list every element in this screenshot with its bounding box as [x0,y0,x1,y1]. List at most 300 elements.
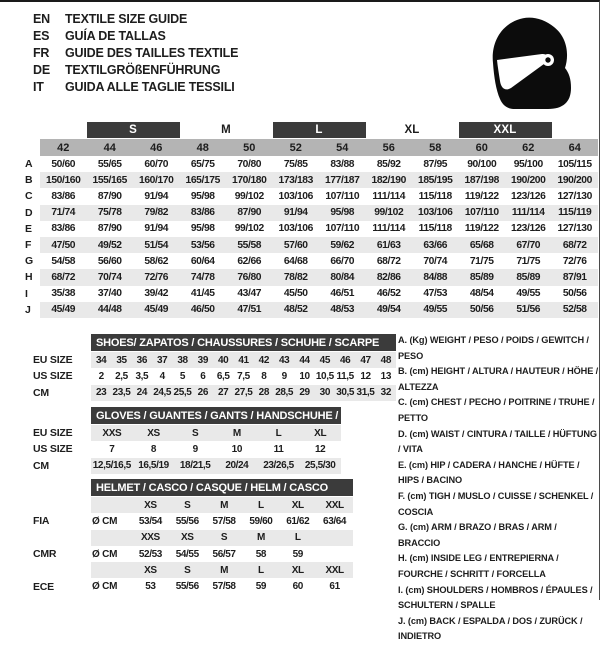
title-line [33,44,238,61]
legend-item: H. (cm) INSIDE LEG / ENTREPIERNA / FOURCHE / SCHRITT / FORCELLA [398,553,559,579]
helmet-unit-label: Ø CM [92,515,118,527]
measurement-row [22,269,598,285]
measurement-cell: 74/78 [190,271,215,283]
label-spacer [33,562,91,578]
measurement-cell: 70/74 [423,255,448,267]
size-column-header: 58 [429,141,442,154]
row-letter: I [25,287,28,300]
helmet-size-label [316,530,353,546]
helmet-size-value: 61 [329,581,340,593]
legend-item: D. (cm) WAIST / CINTURA / TAILLE / HÜFTUNG / VITA [398,428,597,455]
helmet-size-label: L [294,532,301,544]
helmet-standard-section [33,562,353,595]
measurement-cell: 61/63 [376,239,401,251]
shoes-size-cell: 13 [380,370,391,382]
helmet-size-label: M [220,564,229,576]
unit-spacer [91,562,132,578]
helmet-sizes-band [91,497,353,513]
measurement-row [22,286,598,302]
measurement-cell: 87/90 [97,190,122,202]
legend-item: F. (cm) TIGH / MUSLO / CUISSE / SCHENKEL / COSCIA [398,490,594,517]
helmet-size-label: XS [180,532,194,544]
shoes-size-cell: 30 [319,387,330,399]
title-line [33,10,238,27]
measurement-cell: 39/42 [144,288,169,300]
gloves-size-cell: 18/21,5 [179,460,211,472]
helmet-values-row [33,546,353,562]
gloves-row-values [91,458,341,474]
row-letter: H [25,271,33,284]
measurement-cell: 47/50 [51,239,76,251]
title-languages [33,10,238,95]
legend-item: G. (cm) ARM / BRAZO / BRAS / ARM / BRACCIO [398,522,557,548]
helmet-size-value: 58 [255,548,267,560]
gloves-size-cell: 10 [231,443,242,455]
measurement-cell: 56/60 [97,255,122,267]
shoes-row-label: US SIZE [33,370,73,383]
legend-item: E. (cm) HIP / CADERA / HANCHE / HÜFTE / HIPS / BACINO [398,459,580,486]
measurement-cell: 53/56 [190,239,215,251]
measurement-cell: 46/52 [376,288,401,300]
shoes-rows [33,352,396,401]
measurement-cell: 49/55 [516,288,541,300]
measurement-cell: 70/74 [97,271,122,283]
row-letter: J [25,303,31,316]
size-band-row [22,122,598,138]
measurement-cell: 87/90 [237,207,262,219]
shoes-size-cell: 9 [281,370,287,382]
label-spacer [33,407,91,424]
measurement-cell: 119/122 [464,223,499,235]
measurement-cell: 95/98 [190,190,215,202]
helmet-size-value: 60 [292,581,303,593]
measurement-cell: 54/58 [51,255,76,267]
legend-item: J. (cm) BACK / ESPALDA / DOS / ZURÜCK / INDIETRO [398,615,583,642]
size-column-header: 56 [382,141,395,154]
measurement-cell: 190/200 [557,174,592,186]
helmet-size-value: 59/60 [249,515,273,527]
measurement-cell: 83/86 [51,223,76,235]
measurement-row [22,302,598,318]
row-letter: C [25,190,33,203]
measurement-cell: 103/106 [278,190,313,202]
measurement-row [22,205,598,221]
measurement-cell: 45/49 [144,304,169,316]
measurement-cell: 103/106 [278,223,313,235]
measurement-cell: 46/50 [190,304,215,316]
measurement-cell: 182/190 [371,174,406,186]
measurement-cell: 55/65 [97,158,122,170]
gloves-size-cell: 11 [273,443,284,455]
measurement-cell: 52/58 [562,304,587,316]
row-values [40,205,598,221]
measurement-cell: 85/89 [516,271,541,283]
measurement-cell: 49/52 [97,239,122,251]
measurement-cell: 99/102 [374,207,404,219]
measurement-cell: 43/47 [237,288,262,300]
shoes-size-cell: 40 [218,354,229,366]
shoes-size-cell: 41 [238,354,249,366]
measurement-cell: 50/56 [469,304,494,316]
measurement-cell: 119/122 [464,190,499,202]
helmet-standard-label: CMR [33,548,57,561]
measurement-cell: 44/48 [97,304,122,316]
helmet-size-values [132,578,353,594]
measurement-cell: 71/75 [469,255,494,267]
shoes-size-cell: 23 [96,387,107,399]
measurement-cell: 76/80 [237,271,262,283]
helmet-size-label: XL [291,499,304,511]
measurement-rows [22,156,598,318]
measurement-cell: 80/84 [330,271,355,283]
shoes-table-title: SHOES/ ZAPATOS / CHAUSSURES / SCHUHE / SCARPE [91,334,396,351]
legend-item: I. (cm) SHOULDERS / HOMBROS / ÉPAULES / SCHULTERN / SPALLE [398,584,593,611]
helmet-size-value: 59 [255,581,267,593]
helmet-size-value: 55/56 [175,581,199,593]
row-values [40,221,598,237]
helmet-standard-section [33,530,353,563]
shoes-size-cell: 26 [197,387,208,399]
row-values [40,286,598,302]
measurement-cell: 79/82 [144,207,169,219]
helmet-size-table [33,479,353,595]
helmet-values-row [33,578,353,594]
shoes-header-row [33,334,396,351]
helmet-values-band [91,578,353,594]
measurement-cell: 48/53 [330,304,355,316]
row-values [40,188,598,204]
gloves-row-values [91,425,341,441]
measurement-cell: 99/102 [234,223,264,235]
measurement-legend [398,333,600,645]
textile-size-table [22,122,598,318]
measurement-cell: 107/110 [325,223,360,235]
shoes-size-cell: 37 [157,354,168,366]
helmet-size-value: 63/64 [323,515,347,527]
measurement-cell: 50/56 [562,288,587,300]
helmet-size-value: 54/55 [175,548,199,560]
gloves-rows [33,425,341,474]
gloves-header-row [33,407,382,424]
helmet-size-value [316,546,353,562]
gloves-size-cell: 20/24 [225,460,249,472]
helmet-size-labels [132,530,353,546]
shoes-size-cell: 43 [279,354,290,366]
helmet-values-band [91,546,353,562]
helmet-standard-label: ECE [33,580,54,593]
helmet-sizes-row [33,562,353,578]
title-line [33,78,238,95]
measurement-cell: 62/66 [237,255,262,267]
size-column-header: 54 [336,141,349,154]
helmet-size-label: M [220,499,229,511]
measurement-cell: 83/86 [51,190,76,202]
shoes-size-cell: 23,5 [112,387,131,399]
helmet-unit-label: Ø CM [92,581,118,593]
measurement-cell: 107/110 [325,190,360,202]
unit-spacer [91,497,132,513]
row-letter: E [25,222,33,235]
measurement-cell: 87/95 [423,158,448,170]
title-line [33,61,238,78]
measurement-cell: 60/70 [144,158,169,170]
gloves-row-label: EU SIZE [33,427,73,440]
measurement-cell: 49/55 [423,304,448,316]
title-line [33,27,238,44]
row-values [40,253,598,269]
gloves-size-cell: 12,5/16,5 [92,460,131,472]
shoes-size-cell: 25,5 [173,387,192,399]
gloves-row [33,441,341,457]
helmet-size-label: S [220,532,228,544]
gloves-size-cell: L [275,427,282,439]
measurement-cell: 91/94 [144,190,169,202]
measurement-cell: 72/76 [144,271,169,283]
helmet-size-label: S [184,499,191,511]
row-values [40,302,598,318]
measurement-cell: 84/88 [423,271,448,283]
measurement-cell: 48/52 [283,304,308,316]
gloves-size-cell: 16,5/19 [138,460,169,472]
measurement-cell: 123/126 [511,190,546,202]
measurement-cell: 51/56 [516,304,541,316]
gloves-size-cell: M [232,427,241,439]
measurement-cell: 49/54 [376,304,401,316]
size-column-header: 48 [196,141,209,154]
size-band: L [273,122,366,138]
measurement-cell: 111/114 [372,223,406,235]
measurement-cell: 78/82 [283,271,308,283]
measurement-cell: 127/130 [557,190,592,202]
helmet-sizes-band [91,530,353,546]
helmet-size-labels [132,562,353,578]
numeric-size-row [22,139,598,156]
language-code: IT [33,79,44,94]
measurement-cell: 75/78 [97,207,122,219]
shoes-size-cell: 6 [200,370,206,382]
helmet-size-label: XS [144,499,157,511]
legend-item: A. (Kg) WEIGHT / PESO / POIDS / GEWITCH / PESO [398,335,589,361]
shoes-size-cell: 28,5 [275,387,294,399]
measurement-cell: 115/118 [418,223,452,235]
measurement-row [22,172,598,188]
helmet-size-label: S [184,564,191,576]
gloves-size-cell: 9 [192,443,198,455]
measurement-cell: 83/88 [330,158,355,170]
helmet-size-value: 56/57 [212,548,236,560]
language-code: ES [33,28,50,43]
language-code: FR [33,45,50,60]
row-letter-spacer [22,139,40,156]
helmet-table-title: HELMET / CASCO / CASQUE / HELM / CASCO [91,479,353,496]
measurement-cell: 50/60 [51,158,76,170]
helmet-unit-label: Ø CM [92,548,118,560]
shoes-size-cell: 35 [116,354,127,366]
legend-item: B. (cm) HEIGHT / ALTURA / HAUTEUR / HÖHE / ALTEZZA [398,366,599,392]
row-letter: F [25,239,32,252]
numeric-size-cells [40,139,598,156]
measurement-cell: 85/92 [376,158,401,170]
size-column-header: 62 [522,141,535,154]
size-column-header: 60 [475,141,488,154]
shoes-size-cell: 45 [319,354,330,366]
shoes-size-cell: 48 [380,354,391,366]
shoes-size-cell: 32 [380,387,391,399]
helmet-standard-sections [33,497,353,595]
shoes-row-label: CM [33,386,49,399]
helmet-standard-section [33,497,353,530]
measurement-cell: 46/51 [330,288,355,300]
measurement-cell: 90/100 [467,158,497,170]
measurement-cell: 51/54 [144,239,169,251]
row-values [40,237,598,253]
measurement-cell: 111/114 [511,207,545,219]
shoes-size-cell: 29 [299,387,310,399]
size-band: S [87,122,180,138]
row-values [40,172,598,188]
label-spacer [33,334,91,351]
measurement-cell: 45/49 [51,304,76,316]
measurement-cell: 35/38 [51,288,76,300]
shoes-size-cell: 3,5 [135,370,149,382]
shoes-size-cell: 24 [136,387,147,399]
measurement-cell: 173/183 [278,174,313,186]
size-band: M [221,124,231,136]
helmet-size-value: 61/62 [286,515,310,527]
measurement-cell: 71/74 [51,207,76,219]
measurement-cell: 190/200 [511,174,546,186]
shoes-size-cell: 5 [179,370,186,382]
guide-title: GUÍA DE TALLAS [65,28,166,43]
size-band: XXL [459,122,552,138]
gloves-row-label: CM [33,459,49,472]
measurement-cell: 95/100 [513,158,543,170]
helmet-size-label: XL [291,564,304,576]
measurement-cell: 57/60 [283,239,308,251]
helmet-icon [484,15,576,110]
measurement-cell: 127/130 [557,223,592,235]
shoes-row [33,385,396,401]
helmet-size-value: 57/58 [212,581,236,593]
helmet-size-values [132,513,353,529]
shoes-size-cell: 6,5 [216,370,230,382]
measurement-cell: 150/160 [46,174,81,186]
measurement-cell: 82/86 [376,271,401,283]
row-letter: A [25,158,33,171]
helmet-size-label: XXL [325,499,344,511]
helmet-size-value: 53 [145,581,156,593]
size-column-header: 46 [150,141,163,154]
measurement-cell: 37/40 [97,288,122,300]
helmet-values-band [91,513,353,529]
helmet-size-label: L [258,564,264,576]
measurement-cell: 71/75 [516,255,541,267]
helmet-header-row [33,479,353,496]
gloves-row-values [91,441,341,457]
label-spacer [33,479,91,496]
guide-title: TEXTILGRÖßENFÜHRUNG [65,62,221,77]
gloves-size-cell: 7 [109,443,115,455]
shoes-size-cell: 2 [98,370,104,382]
measurement-cell: 75/85 [283,158,308,170]
guide-title: GUIDE DES TAILLES TEXTILE [65,45,239,60]
measurement-cell: 91/94 [283,207,308,219]
measurement-cell: 47/51 [237,304,262,316]
gloves-size-cell: XS [147,427,160,439]
shoes-size-cell: 27,5 [234,387,253,399]
gloves-size-cell: 12 [315,443,326,455]
measurement-cell: 70/80 [237,158,262,170]
measurement-cell: 105/115 [557,158,592,170]
measurement-cell: 103/106 [418,207,453,219]
language-code: EN [33,11,50,26]
measurement-cell: 72/76 [562,255,587,267]
measurement-row [22,237,598,253]
measurement-row [22,253,598,269]
measurement-cell: 65/75 [190,158,215,170]
shoes-row [33,352,396,368]
helmet-size-label: XS [144,564,157,576]
helmet-size-labels [132,497,353,513]
measurement-cell: 67/70 [516,239,541,251]
shoes-size-cell: 4 [159,370,165,382]
row-values [40,269,598,285]
shoes-row-values [91,368,396,384]
row-letter: G [25,255,34,268]
size-column-header: 50 [243,141,256,154]
measurement-cell: 95/98 [330,207,355,219]
helmet-standard-label: FIA [33,515,50,528]
size-column-header: 52 [289,141,302,154]
shoes-size-cell: 44 [299,354,310,366]
measurement-cell: 59/62 [330,239,355,251]
shoes-size-cell: 36 [136,354,147,366]
shoes-size-cell: 47 [360,354,371,366]
shoes-size-cell: 34 [96,354,107,366]
helmet-size-value: 59 [292,548,303,560]
language-code: DE [33,62,50,77]
gloves-row-label: US SIZE [33,443,73,456]
measurement-cell: 87/91 [562,271,587,283]
shoes-size-cell: 31,5 [356,387,375,399]
row-letter: D [25,206,33,219]
shoes-size-cell: 10,5 [315,370,334,382]
measurement-cell: 115/119 [558,207,592,219]
helmet-size-value: 53/54 [138,515,162,527]
guide-title: GUIDA ALLE TAGLIE TESSILI [65,79,235,94]
legend-item: C. (cm) CHEST / PECHO / POITRINE / TRUHE / PETTO [398,397,595,423]
measurement-cell: 91/94 [144,223,169,235]
measurement-cell: 87/90 [97,223,122,235]
measurement-cell: 187/198 [464,174,499,186]
gloves-row [33,425,341,441]
measurement-row [22,221,598,237]
shoes-size-cell: 10 [299,370,310,382]
measurement-cell: 60/64 [190,255,215,267]
helmet-sizes-band [91,562,353,578]
measurement-cell: 48/54 [469,288,494,300]
measurement-cell: 66/70 [330,255,355,267]
row-letter: B [25,174,33,187]
shoes-size-cell: 46 [340,354,351,366]
shoes-size-cell: 24,5 [153,387,172,399]
shoes-size-cell: 42 [258,354,269,366]
measurement-cell: 85/89 [469,271,494,283]
shoes-size-cell: 8 [261,370,267,382]
helmet-size-label: L [258,499,264,511]
measurement-cell: 155/165 [92,174,127,186]
shoes-row-values [91,352,396,368]
